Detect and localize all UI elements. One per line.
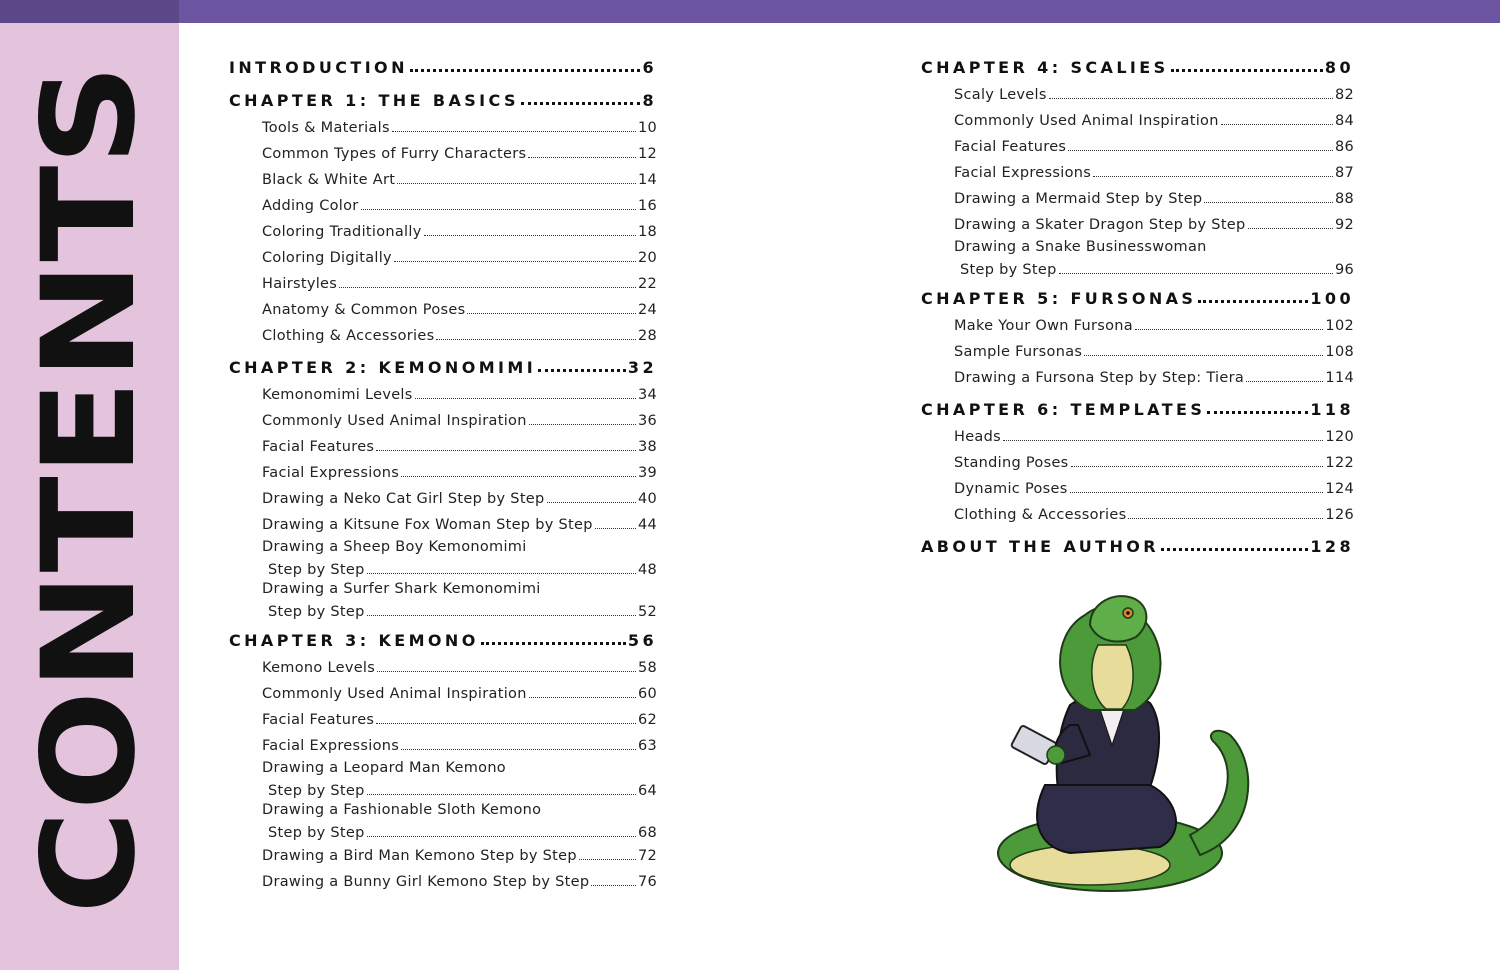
toc-entry-drawing-a-snake-businesswoman[interactable] [954, 238, 1354, 278]
entry-title-line2: Step by Step [960, 262, 1057, 278]
page-number: 122 [1325, 455, 1354, 471]
contents-sidebar [0, 0, 179, 970]
toc-entry-facial-features[interactable] [954, 134, 1354, 155]
dot-leader [394, 260, 636, 262]
page-number: 60 [637, 686, 657, 702]
entry-title: Drawing a Fashionable Sloth Kemono [262, 802, 542, 818]
toc-entry-drawing-a-kitsune-fox-woman-step-by-step[interactable] [262, 512, 657, 533]
dot-leader [436, 338, 636, 340]
page-number: 102 [1325, 318, 1354, 334]
toc-chapter-chapter-1-the-basics[interactable] [229, 88, 657, 110]
chapter-title: INTRODUCTION [229, 58, 408, 77]
toc-entry-drawing-a-neko-cat-girl-step-by-step[interactable] [262, 486, 657, 507]
page-number: 72 [637, 848, 657, 864]
page-number: 18 [637, 224, 657, 240]
toc-entry-drawing-a-bunny-girl-kemono-step-by-step[interactable] [262, 869, 657, 890]
toc-entry-dynamic-poses[interactable] [954, 476, 1354, 497]
page-number: 120 [1325, 429, 1354, 445]
dot-leader [1003, 439, 1323, 441]
snake-head [1090, 596, 1146, 641]
dot-leader [529, 696, 636, 698]
toc-entry-facial-expressions[interactable] [262, 733, 657, 754]
hood-belly [1092, 645, 1133, 709]
toc-entry-kemono-levels[interactable] [262, 655, 657, 676]
dot-leader [376, 449, 636, 451]
entry-title-continued [954, 262, 1354, 278]
dot-leader [397, 182, 636, 184]
page-number: 124 [1325, 481, 1354, 497]
dot-leader [595, 527, 636, 529]
entry-title: Common Types of Furry Characters [262, 146, 527, 162]
dot-leader [424, 234, 636, 236]
toc-entry-drawing-a-surfer-shark-kemonomimi[interactable] [262, 580, 657, 620]
toc-entry-make-your-own-fursona[interactable] [954, 313, 1354, 334]
entry-title-line2: Step by Step [268, 783, 365, 799]
page-number: 32 [627, 358, 657, 377]
toc-chapter-about-the-author[interactable] [921, 534, 1354, 556]
entry-title: Coloring Traditionally [262, 224, 422, 240]
entry-title: Drawing a Mermaid Step by Step [954, 191, 1203, 207]
page-number: 48 [637, 562, 657, 578]
toc-entry-drawing-a-fashionable-sloth-kemono[interactable] [262, 801, 657, 841]
dot-leader [1049, 97, 1333, 99]
dot-leader [410, 68, 641, 72]
dot-leader [521, 101, 641, 105]
entry-title-continued [262, 604, 657, 620]
toc-entry-clothing-accessories[interactable] [954, 502, 1354, 523]
toc-chapter-chapter-4-scalies[interactable] [921, 55, 1354, 77]
page-number: 82 [1334, 87, 1354, 103]
page-number: 24 [637, 302, 657, 318]
page-number: 14 [637, 172, 657, 188]
page-number: 80 [1324, 58, 1354, 77]
dot-leader [1198, 299, 1308, 303]
page-number: 6 [642, 58, 657, 77]
page-number: 88 [1334, 191, 1354, 207]
toc-chapter-chapter-5-fursonas[interactable] [921, 286, 1354, 308]
entry-title: Scaly Levels [954, 87, 1047, 103]
entry-title: Drawing a Bird Man Kemono Step by Step [262, 848, 577, 864]
dot-leader [1128, 517, 1323, 519]
dot-leader [401, 748, 636, 750]
chapter-title: CHAPTER 3: KEMONO [229, 631, 479, 650]
toc-entry-adding-color[interactable] [262, 193, 657, 214]
entry-title: Drawing a Kitsune Fox Woman Step by Step [262, 517, 593, 533]
page-number: 128 [1310, 537, 1354, 556]
page-number: 96 [1334, 262, 1354, 278]
contents-title-text: CONTENTS [15, 142, 164, 914]
dot-leader [367, 572, 636, 574]
toc-entry-commonly-used-animal-inspiration[interactable] [954, 108, 1354, 129]
toc-entry-drawing-a-leopard-man-kemono[interactable] [262, 759, 657, 799]
toc-entry-anatomy-common-poses[interactable] [262, 297, 657, 318]
entry-title: Dynamic Poses [954, 481, 1068, 497]
dot-leader [401, 475, 636, 477]
toc-entry-black-white-art[interactable] [262, 167, 657, 188]
entry-title: Heads [954, 429, 1001, 445]
entry-title: Kemono Levels [262, 660, 376, 676]
toc-entry-facial-features[interactable] [262, 707, 657, 728]
dot-leader [1084, 354, 1323, 356]
entry-title-line2: Step by Step [268, 604, 365, 620]
page-number: 40 [637, 491, 657, 507]
toc-entry-standing-poses[interactable] [954, 450, 1354, 471]
toc-chapter-chapter-3-kemono[interactable] [229, 628, 657, 650]
toc-entry-drawing-a-sheep-boy-kemonomimi[interactable] [262, 538, 657, 578]
entry-title-continued [262, 825, 657, 841]
toc-entry-hairstyles[interactable] [262, 271, 657, 292]
entry-title: Clothing & Accessories [954, 507, 1127, 523]
entry-title: Standing Poses [954, 455, 1069, 471]
entry-title: Drawing a Sheep Boy Kemonomimi [262, 539, 527, 555]
page-number: 118 [1310, 400, 1354, 419]
entry-title: Drawing a Snake Businesswoman [954, 239, 1207, 255]
dot-leader [1204, 201, 1333, 203]
entry-title: Facial Expressions [262, 465, 400, 481]
page-number: 44 [637, 517, 657, 533]
page-number: 68 [637, 825, 657, 841]
toc-entry-scaly-levels[interactable] [954, 82, 1354, 103]
page-number: 114 [1325, 370, 1354, 386]
entry-title: Hairstyles [262, 276, 338, 292]
dot-leader [467, 312, 636, 314]
hand [1047, 746, 1065, 764]
dot-leader [376, 722, 636, 724]
toc-chapter-chapter-2-kemonomimi[interactable] [229, 355, 657, 377]
entry-title: Facial Features [954, 139, 1067, 155]
entry-title: Commonly Used Animal Inspiration [262, 686, 527, 702]
entry-title: Clothing & Accessories [262, 328, 435, 344]
dot-leader [367, 614, 636, 616]
dot-leader [547, 501, 636, 503]
dot-leader [415, 397, 636, 399]
entry-title: Drawing a Bunny Girl Kemono Step by Step [262, 874, 590, 890]
sidebar-top-band [0, 0, 179, 23]
page-number: 100 [1310, 289, 1354, 308]
dot-leader [1059, 272, 1333, 274]
toc-entry-facial-expressions[interactable] [262, 460, 657, 481]
page-number: 126 [1325, 507, 1354, 523]
dot-leader [367, 835, 636, 837]
dot-leader [1161, 547, 1308, 551]
page-number: 52 [637, 604, 657, 620]
entry-title-line2: Step by Step [268, 562, 365, 578]
entry-title: Drawing a Leopard Man Kemono [262, 760, 506, 776]
page-number: 8 [642, 91, 657, 110]
entry-title: Drawing a Fursona Step by Step: Tiera [954, 370, 1245, 386]
contents-vertical-title [15, 56, 164, 916]
chapter-title: CHAPTER 2: KEMONOMIMI [229, 358, 537, 377]
entry-title: Facial Features [262, 439, 375, 455]
dot-leader [1171, 68, 1323, 72]
suit-skirt [1037, 785, 1176, 853]
toc-entry-facial-expressions[interactable] [954, 160, 1354, 181]
page-number: 86 [1334, 139, 1354, 155]
entry-title: Facial Expressions [262, 738, 400, 754]
page-number: 34 [637, 387, 657, 403]
page-number: 36 [637, 413, 657, 429]
entry-title: Sample Fursonas [954, 344, 1083, 360]
toc-entry-drawing-a-bird-man-kemono-step-by-step[interactable] [262, 843, 657, 864]
entry-title: Drawing a Neko Cat Girl Step by Step [262, 491, 545, 507]
entry-title: Facial Expressions [954, 165, 1092, 181]
page-number: 62 [637, 712, 657, 728]
page-number: 84 [1334, 113, 1354, 129]
entry-title: Tools & Materials [262, 120, 390, 136]
toc-entry-drawing-a-fursona-step-by-step-tiera[interactable] [954, 365, 1354, 386]
entry-title: Commonly Used Animal Inspiration [954, 113, 1219, 129]
dot-leader [1093, 175, 1333, 177]
page-number: 39 [637, 465, 657, 481]
entry-title-line2: Step by Step [268, 825, 365, 841]
dot-leader [538, 368, 626, 372]
page-number: 58 [637, 660, 657, 676]
page-number: 64 [637, 783, 657, 799]
entry-title: Drawing a Surfer Shark Kemonomimi [262, 581, 541, 597]
dot-leader [579, 858, 636, 860]
chapter-title: ABOUT THE AUTHOR [921, 537, 1159, 556]
dot-leader [1246, 380, 1323, 382]
dot-leader [1068, 149, 1333, 151]
dot-leader [1070, 491, 1324, 493]
page-number: 28 [637, 328, 657, 344]
toc-chapter-chapter-6-templates[interactable] [921, 397, 1354, 419]
entry-title: Anatomy & Common Poses [262, 302, 466, 318]
toc-entry-heads[interactable] [954, 424, 1354, 445]
page-number: 16 [637, 198, 657, 214]
toc-entry-tools-materials[interactable] [262, 115, 657, 136]
page-number: 22 [637, 276, 657, 292]
toc-entry-commonly-used-animal-inspiration[interactable] [262, 681, 657, 702]
page-number: 63 [637, 738, 657, 754]
page-number: 38 [637, 439, 657, 455]
entry-title: Kemonomimi Levels [262, 387, 413, 403]
dot-leader [1221, 123, 1333, 125]
dot-leader [481, 641, 626, 645]
toc-entry-kemonomimi-levels[interactable] [262, 382, 657, 403]
entry-title-continued [262, 562, 657, 578]
page-number: 108 [1325, 344, 1354, 360]
toc-entry-commonly-used-animal-inspiration[interactable] [262, 408, 657, 429]
chapter-title: CHAPTER 1: THE BASICS [229, 91, 519, 110]
snake-businesswoman-illustration [990, 585, 1260, 895]
toc-entry-facial-features[interactable] [262, 434, 657, 455]
snake-pupil [1126, 611, 1130, 615]
dot-leader [361, 208, 636, 210]
entry-title: Make Your Own Fursona [954, 318, 1133, 334]
dot-leader [377, 670, 636, 672]
dot-leader [528, 156, 636, 158]
dot-leader [1135, 328, 1323, 330]
dot-leader [339, 286, 636, 288]
page-number: 12 [637, 146, 657, 162]
page-number: 10 [637, 120, 657, 136]
tail-tip [1190, 731, 1248, 855]
toc-entry-drawing-a-mermaid-step-by-step[interactable] [954, 186, 1354, 207]
entry-title: Facial Features [262, 712, 375, 728]
entry-title: Black & White Art [262, 172, 396, 188]
entry-title: Adding Color [262, 198, 359, 214]
page-number: 20 [637, 250, 657, 266]
toc-entry-clothing-accessories[interactable] [262, 323, 657, 344]
top-color-band [0, 0, 1500, 23]
chapter-title: CHAPTER 6: TEMPLATES [921, 400, 1206, 419]
entry-title: Commonly Used Animal Inspiration [262, 413, 527, 429]
dot-leader [591, 884, 636, 886]
page-number: 92 [1334, 217, 1354, 233]
page-number: 56 [627, 631, 657, 650]
entry-title: Drawing a Skater Dragon Step by Step [954, 217, 1246, 233]
entry-title-continued [262, 783, 657, 799]
dot-leader [1207, 410, 1308, 414]
chapter-title: CHAPTER 4: SCALIES [921, 58, 1169, 77]
page-number: 76 [637, 874, 657, 890]
toc-entry-coloring-traditionally[interactable] [262, 219, 657, 240]
dot-leader [1071, 465, 1324, 467]
dot-leader [392, 130, 636, 132]
toc-chapter-introduction[interactable] [229, 55, 657, 77]
toc-entry-drawing-a-skater-dragon-step-by-step[interactable] [954, 212, 1354, 233]
dot-leader [529, 423, 636, 425]
toc-entry-common-types-of-furry-characters[interactable] [262, 141, 657, 162]
dot-leader [1248, 227, 1333, 229]
dot-leader [367, 793, 636, 795]
toc-entry-sample-fursonas[interactable] [954, 339, 1354, 360]
page-number: 87 [1334, 165, 1354, 181]
entry-title: Coloring Digitally [262, 250, 392, 266]
chapter-title: CHAPTER 5: FURSONAS [921, 289, 1197, 308]
toc-entry-coloring-digitally[interactable] [262, 245, 657, 266]
